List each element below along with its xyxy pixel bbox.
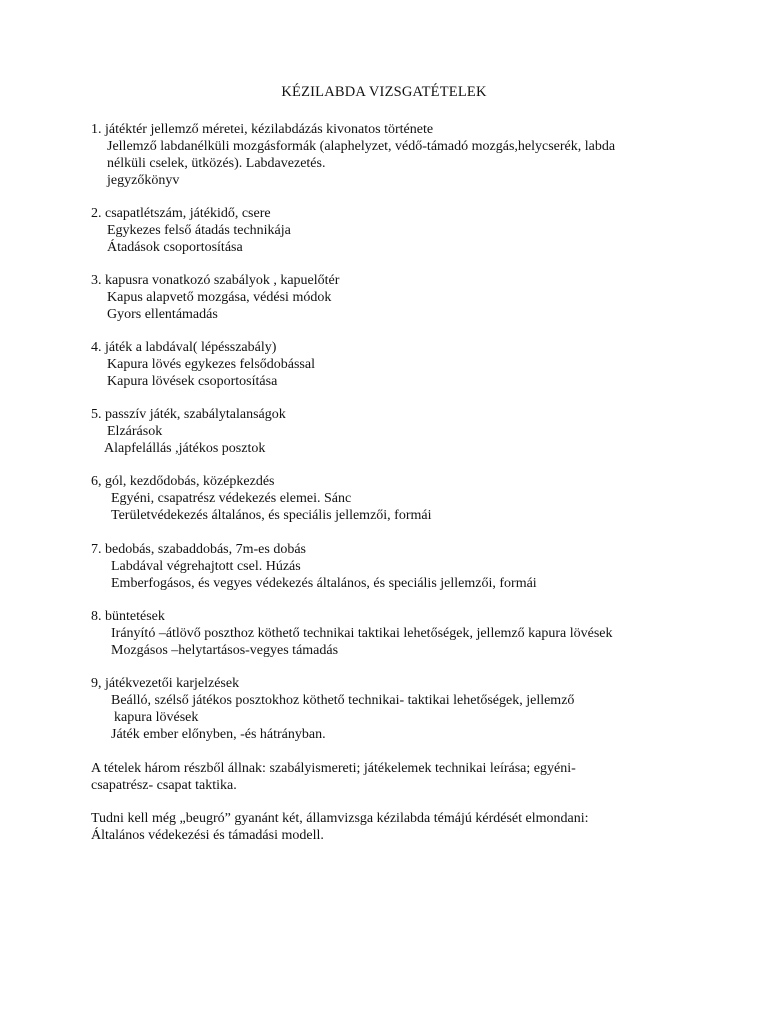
item-7-line: Emberfogásos, és vegyes védekezés általános, és speciális jellemzői, formái (111, 576, 537, 591)
item-2-line: Átadások csoportosítása (107, 240, 243, 255)
item-1-heading: 1. játéktér jellemző méretei, kézilabdázás kivonatos története (91, 122, 434, 137)
item-5-line: Alapfelállás ,játékos posztok (104, 441, 266, 456)
item-8-line: Irányító –átlövő poszthoz köthető technikai taktikai lehetőségek, jellemző kapura lövések (111, 626, 613, 641)
item-5-line: Elzárások (107, 424, 163, 439)
item-4-heading: 4. játék a labdával( lépésszabály) (91, 340, 277, 355)
item-3-line: Gyors ellentámadás (107, 307, 218, 322)
item-5-heading: 5. passzív játék, szabálytalanságok (91, 407, 286, 422)
item-3-heading: 3. kapusra vonatkozó szabályok , kapuelőtér (91, 273, 340, 288)
item-6-heading: 6, gól, kezdődobás, középkezdés (91, 474, 275, 489)
item-9-line: Játék ember előnyben, -és hátrányban. (111, 727, 326, 742)
paragraph-extra-line: Általános védekezési és támadási modell. (91, 828, 324, 843)
item-8-heading: 8. büntetések (91, 609, 165, 624)
item-7-line: Labdával végrehajtott csel. Húzás (111, 559, 301, 574)
document-title: KÉZILABDA VIZSGATÉTELEK (281, 84, 487, 100)
item-2-heading: 2. csapatlétszám, játékidő, csere (91, 206, 271, 221)
paragraph-structure-line: A tételek három részből állnak: szabályismereti; játékelemek technikai leírása; egyéni- (91, 761, 576, 776)
item-4-line: Kapura lövés egykezes felsődobással (107, 357, 315, 372)
item-1-line: jegyzőkönyv (107, 173, 180, 188)
item-2-line: Egykezes felső átadás technikája (107, 223, 291, 238)
paragraph-structure-line: csapatrész- csapat taktika. (91, 778, 237, 793)
item-3-line: Kapus alapvető mozgása, védési módok (107, 290, 332, 305)
item-1-line: Jellemző labdanélküli mozgásformák (alaphelyzet, védő-támadó mozgás,helycserék, labda (107, 139, 616, 154)
paragraph-extra-line: Tudni kell még „beugró” gyanánt két, államvizsga kézilabda témájú kérdését elmondani: (91, 811, 589, 826)
item-1-line: nélküli cselek, ütközés). Labdavezetés. (107, 156, 326, 171)
item-8-line: Mozgásos –helytartásos-vegyes támadás (111, 643, 339, 658)
item-4-line: Kapura lövések csoportosítása (107, 374, 278, 389)
item-6-line: Területvédekezés általános, és speciális jellemzői, formái (111, 508, 432, 523)
item-9-line: Beálló, szélső játékos posztokhoz köthető technikai- taktikai lehetőségek, jellemző (111, 693, 575, 708)
item-7-heading: 7. bedobás, szabaddobás, 7m-es dobás (91, 542, 307, 557)
item-9-heading: 9, játékvezetői karjelzések (91, 676, 240, 691)
item-9-line: kapura lövések (114, 710, 199, 725)
item-6-line: Egyéni, csapatrész védekezés elemei. Sánc (111, 491, 352, 506)
